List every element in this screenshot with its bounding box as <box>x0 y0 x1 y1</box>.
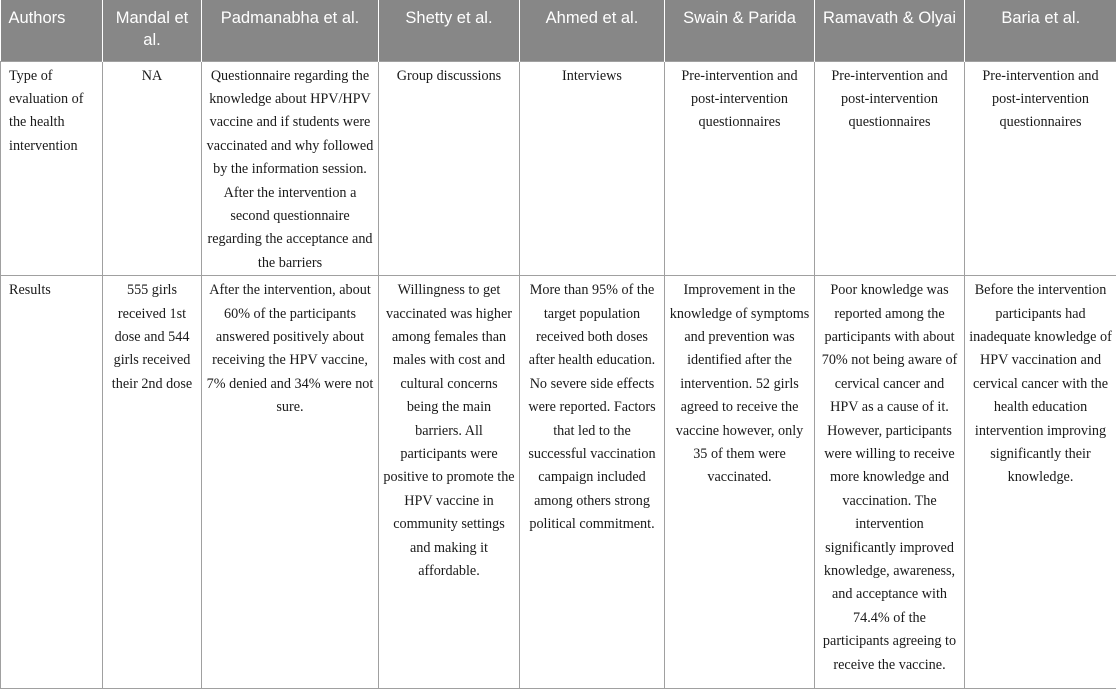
header-ahmed: Ahmed et al. <box>520 0 665 61</box>
table-cell: Interviews <box>520 61 665 276</box>
row-label: Results <box>1 276 103 689</box>
table-cell: Pre-intervention and post-intervention questionnaires <box>665 61 815 276</box>
table-cell: Pre-intervention and post-intervention questionnaires <box>965 61 1116 276</box>
table-cell: Questionnaire regarding the knowledge about HPV/HPV vaccine and if students were vaccinated and why followed by the information session. After the intervention a second questionnaire regarding the acceptance and the barriers <box>202 61 379 276</box>
table-row <box>1 276 1116 689</box>
table-cell: Poor knowledge was reported among the participants with about 70% not being aware of cervical cancer and HPV as a cause of it. However, participants were willing to receive more knowledge and vaccination. The intervention significantly improved knowledge, awareness, and acceptance with 74.4% of the participants agreeing to receive the vaccine. <box>815 276 965 689</box>
table-cell: NA <box>103 61 202 276</box>
row-label: Type of evaluation of the health intervention <box>1 61 103 276</box>
header-ramavath-olyai: Ramavath & Olyai <box>815 0 965 61</box>
table-cell: More than 95% of the target population received both doses after health education. No severe side effects were reported. Factors that led to the successful vaccination campaign included among others strong political commitment. <box>520 276 665 689</box>
table-cell: Before the intervention participants had inadequate knowledge of HPV vaccination and cervical cancer with the health education intervention improving significantly their knowledge. <box>965 276 1116 689</box>
table-cell: After the intervention, about 60% of the participants answered positively about receiving the HPV vaccine, 7% denied and 34% were not sure. <box>202 276 379 689</box>
header-authors: Authors <box>1 0 103 61</box>
table-cell: 555 girls received 1st dose and 544 girls received their 2nd dose <box>103 276 202 689</box>
table-cell: Willingness to get vaccinated was higher among females than males with cost and cultural concerns being the main barriers. All participants were positive to promote the HPV vaccine in community settings and making it affordable. <box>379 276 520 689</box>
header-padmanabha: Padmanabha et al. <box>202 0 379 61</box>
header-mandal: Mandal et al. <box>103 0 202 61</box>
header-swain-parida: Swain & Parida <box>665 0 815 61</box>
table-cell: Improvement in the knowledge of symptoms and prevention was identified after the intervention. 52 girls agreed to receive the vaccine however, only 35 of them were vaccinated. <box>665 276 815 689</box>
header-baria: Baria et al. <box>965 0 1116 61</box>
header-shetty: Shetty et al. <box>379 0 520 61</box>
table-row <box>1 61 1116 276</box>
table-cell: Group discussions <box>379 61 520 276</box>
table-cell: Pre-intervention and post-intervention questionnaires <box>815 61 965 276</box>
header-row <box>1 0 1116 61</box>
